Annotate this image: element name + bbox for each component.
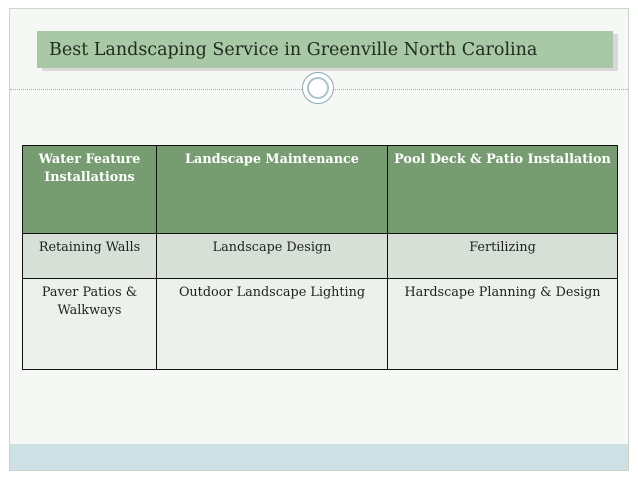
slide-title: Best Landscaping Service in Greenville North Carolina — [37, 31, 613, 68]
table-cell: Landscape Maintenance — [157, 146, 388, 234]
table-cell: Paver Patios & Walkways — [23, 279, 157, 370]
circle-ornament-icon — [302, 72, 334, 104]
bottom-band — [10, 444, 628, 470]
table-row — [23, 279, 618, 370]
table-row — [23, 146, 618, 234]
table-row — [23, 234, 618, 279]
table-cell: Outdoor Landscape Lighting — [157, 279, 388, 370]
table-cell: Landscape Design — [157, 234, 388, 279]
table-cell: Pool Deck & Patio Installation — [388, 146, 618, 234]
table-cell: Hardscape Planning & Design — [388, 279, 618, 370]
services-table — [22, 145, 618, 370]
circle-ornament-inner — [307, 77, 329, 99]
table-cell: Fertilizing — [388, 234, 618, 279]
table-cell: Water Feature Installations — [23, 146, 157, 234]
table-cell: Retaining Walls — [23, 234, 157, 279]
